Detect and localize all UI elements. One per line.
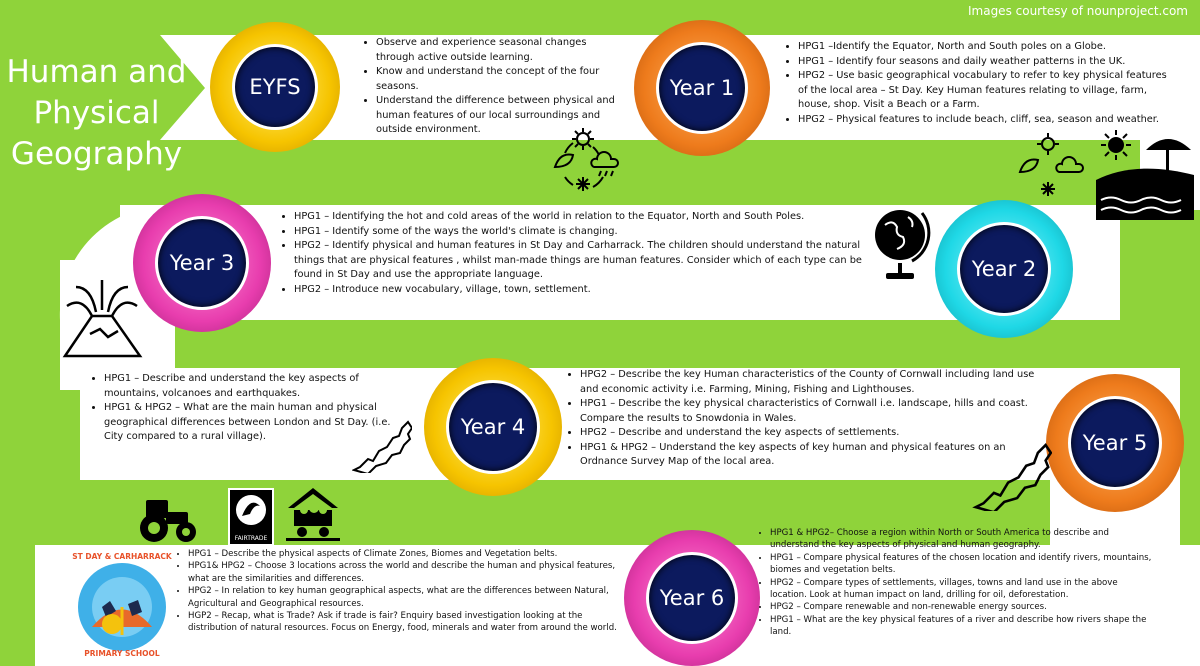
seasons-icon [1010, 130, 1085, 200]
year5-point: • HPG1 – Describe the key physical characteristics of Cornwall i.e. landscape, hills and coast. Compare the results to Snowdonia in Wales. [580, 397, 1044, 426]
school-logo [72, 552, 172, 662]
year5-point: • HPG2 – Describe the key Human characteristics of the County of Cornwall including land use and economic activity i.e. Farming, Mining, Fishing and Lighthouses. [580, 368, 1044, 397]
badge-year4 [424, 358, 562, 496]
badge-eyfs [210, 22, 340, 152]
badge-year6-label: Year 6 [659, 586, 725, 610]
eyfs-point: • Understand the difference between physical and human features of our local surroundings and outside environment. [376, 94, 624, 138]
badge-year5 [1046, 374, 1184, 512]
year5-point: • HPG2 – Describe and understand the key aspects of settlements. [580, 426, 1044, 441]
eyfs-point: • Know and understand the concept of the four seasons. [376, 65, 624, 94]
year1-point: • HPG2 – Use basic geographical vocabulary to refer to key physical features of the local area – St Day. Key Human features relating to village, farm, house, shop. Visit a Beach or a Farm. [798, 69, 1179, 113]
page-title: Human and Physical Geography [6, 54, 187, 172]
seasons-icon [545, 125, 620, 195]
fairtrade-icon [228, 488, 274, 546]
badge-year5-label: Year 5 [1082, 431, 1148, 455]
year1-point: • HPG1 – Identify four seasons and daily weather patterns in the UK. [798, 55, 1179, 70]
year5-point: • HPG1 & HPG2 – Understand the key aspects of key human and physical features on an Ordnance Survey Map of the local area. [580, 441, 1044, 470]
year1-point: • HPG2 – Physical features to include beach, cliff, sea, season and weather. [798, 113, 1179, 128]
fairtrade-label: FAIRTRADE [234, 535, 268, 542]
year6-point: • HPG1 – What are the key physical features of a river and describe how rivers shape the land. [770, 614, 1154, 639]
image-credit: Images courtesy of nounproject.com [967, 4, 1188, 18]
tractor-icon [136, 494, 200, 544]
year3-point: • HPG2 – Introduce new vocabulary, village, town, settlement. [294, 283, 875, 298]
year6-point: • HPG1& HPG2 – Choose 3 locations across the world and describe the human and physical features, what are the similarities and differences. [188, 560, 626, 585]
beach-icon [1096, 125, 1194, 220]
year3-point: • HPG1 – Identifying the hot and cold areas of the world in relation to the Equator, North and South Poles. [294, 210, 875, 225]
badge-year4-label: Year 4 [460, 415, 526, 439]
year1-text [784, 40, 1179, 127]
year6-right-text [756, 527, 1154, 639]
year6-point: • HPG2 – Compare renewable and non-renewable energy sources. [770, 601, 1154, 613]
badge-year3-label: Year 3 [169, 251, 235, 275]
year4-point: • HPG1 & HPG2 – What are the main human and physical geographical differences between London and St Day. (i.e. City compared to a rural village). [104, 401, 408, 445]
school-logo-arc-top: ST DAY & CARHARRACK [72, 552, 172, 561]
fairtrade-mark-icon [230, 490, 272, 530]
year6-point: • HPG2 – In relation to key human geographical aspects, what are the differences between Natural, Agricultural and Geographical resources. [188, 585, 626, 610]
year3-point: • HPG1 – Identify some of the ways the world's climate is changing. [294, 225, 875, 240]
year6-left-text [174, 548, 626, 635]
badge-year2-label: Year 2 [971, 257, 1037, 281]
year3-point: • HPG2 – Identify physical and human features in St Day and Carharrack. The children should understand the natural things that are physical features , whilst man-made things are human features. Consider which of each type can be found in St Day and use the appropriate language. [294, 239, 875, 283]
year6-point: • HPG1 – Compare physical features of the chosen location and identify rivers, mountains, biomes and vegetation belts. [770, 552, 1154, 577]
badge-year1 [634, 20, 770, 156]
year3-2-text [280, 210, 875, 297]
badge-year6 [624, 530, 760, 666]
volcano-icon [60, 276, 145, 361]
eyfs-text [362, 36, 624, 138]
year6-point: • HPG2 – Compare types of settlements, villages, towns and land use in the above location. Look at human impact on land, drilling for oil, deforestation. [770, 577, 1154, 602]
year1-point: • HPG1 –Identify the Equator, North and South poles on a Globe. [798, 40, 1179, 55]
year6-point: • HPG1 – Describe the physical aspects of Climate Zones, Biomes and Vegetation belts. [188, 548, 626, 560]
cornwall-map-icon [352, 415, 412, 473]
year4-point: • HPG1 – Describe and understand the key aspects of mountains, volcanoes and earthquakes. [104, 372, 408, 401]
year6-point: • HGP2 – Recap, what is Trade? Ask if trade is fair? Enquiry based investigation looking at the distribution of natural resources. Focus on Energy, food, minerals and water from around the world. [188, 610, 626, 635]
school-logo-arc-bottom: PRIMARY SCHOOL [84, 649, 160, 658]
badge-year1-label: Year 1 [669, 76, 735, 100]
eyfs-point: • Observe and experience seasonal changes through active outside learning. [376, 36, 624, 65]
globe-icon [870, 205, 935, 285]
badge-year3 [133, 194, 271, 332]
year6-point: • HPG1 & HPG2– Choose a region within North or South America to describe and understand the key aspects of physical and human geography. [770, 527, 1154, 552]
badge-year2 [935, 200, 1073, 338]
cornwall-map-icon [972, 436, 1052, 511]
badge-eyfs-label: EYFS [249, 75, 301, 99]
mine-cart-icon [284, 484, 342, 542]
